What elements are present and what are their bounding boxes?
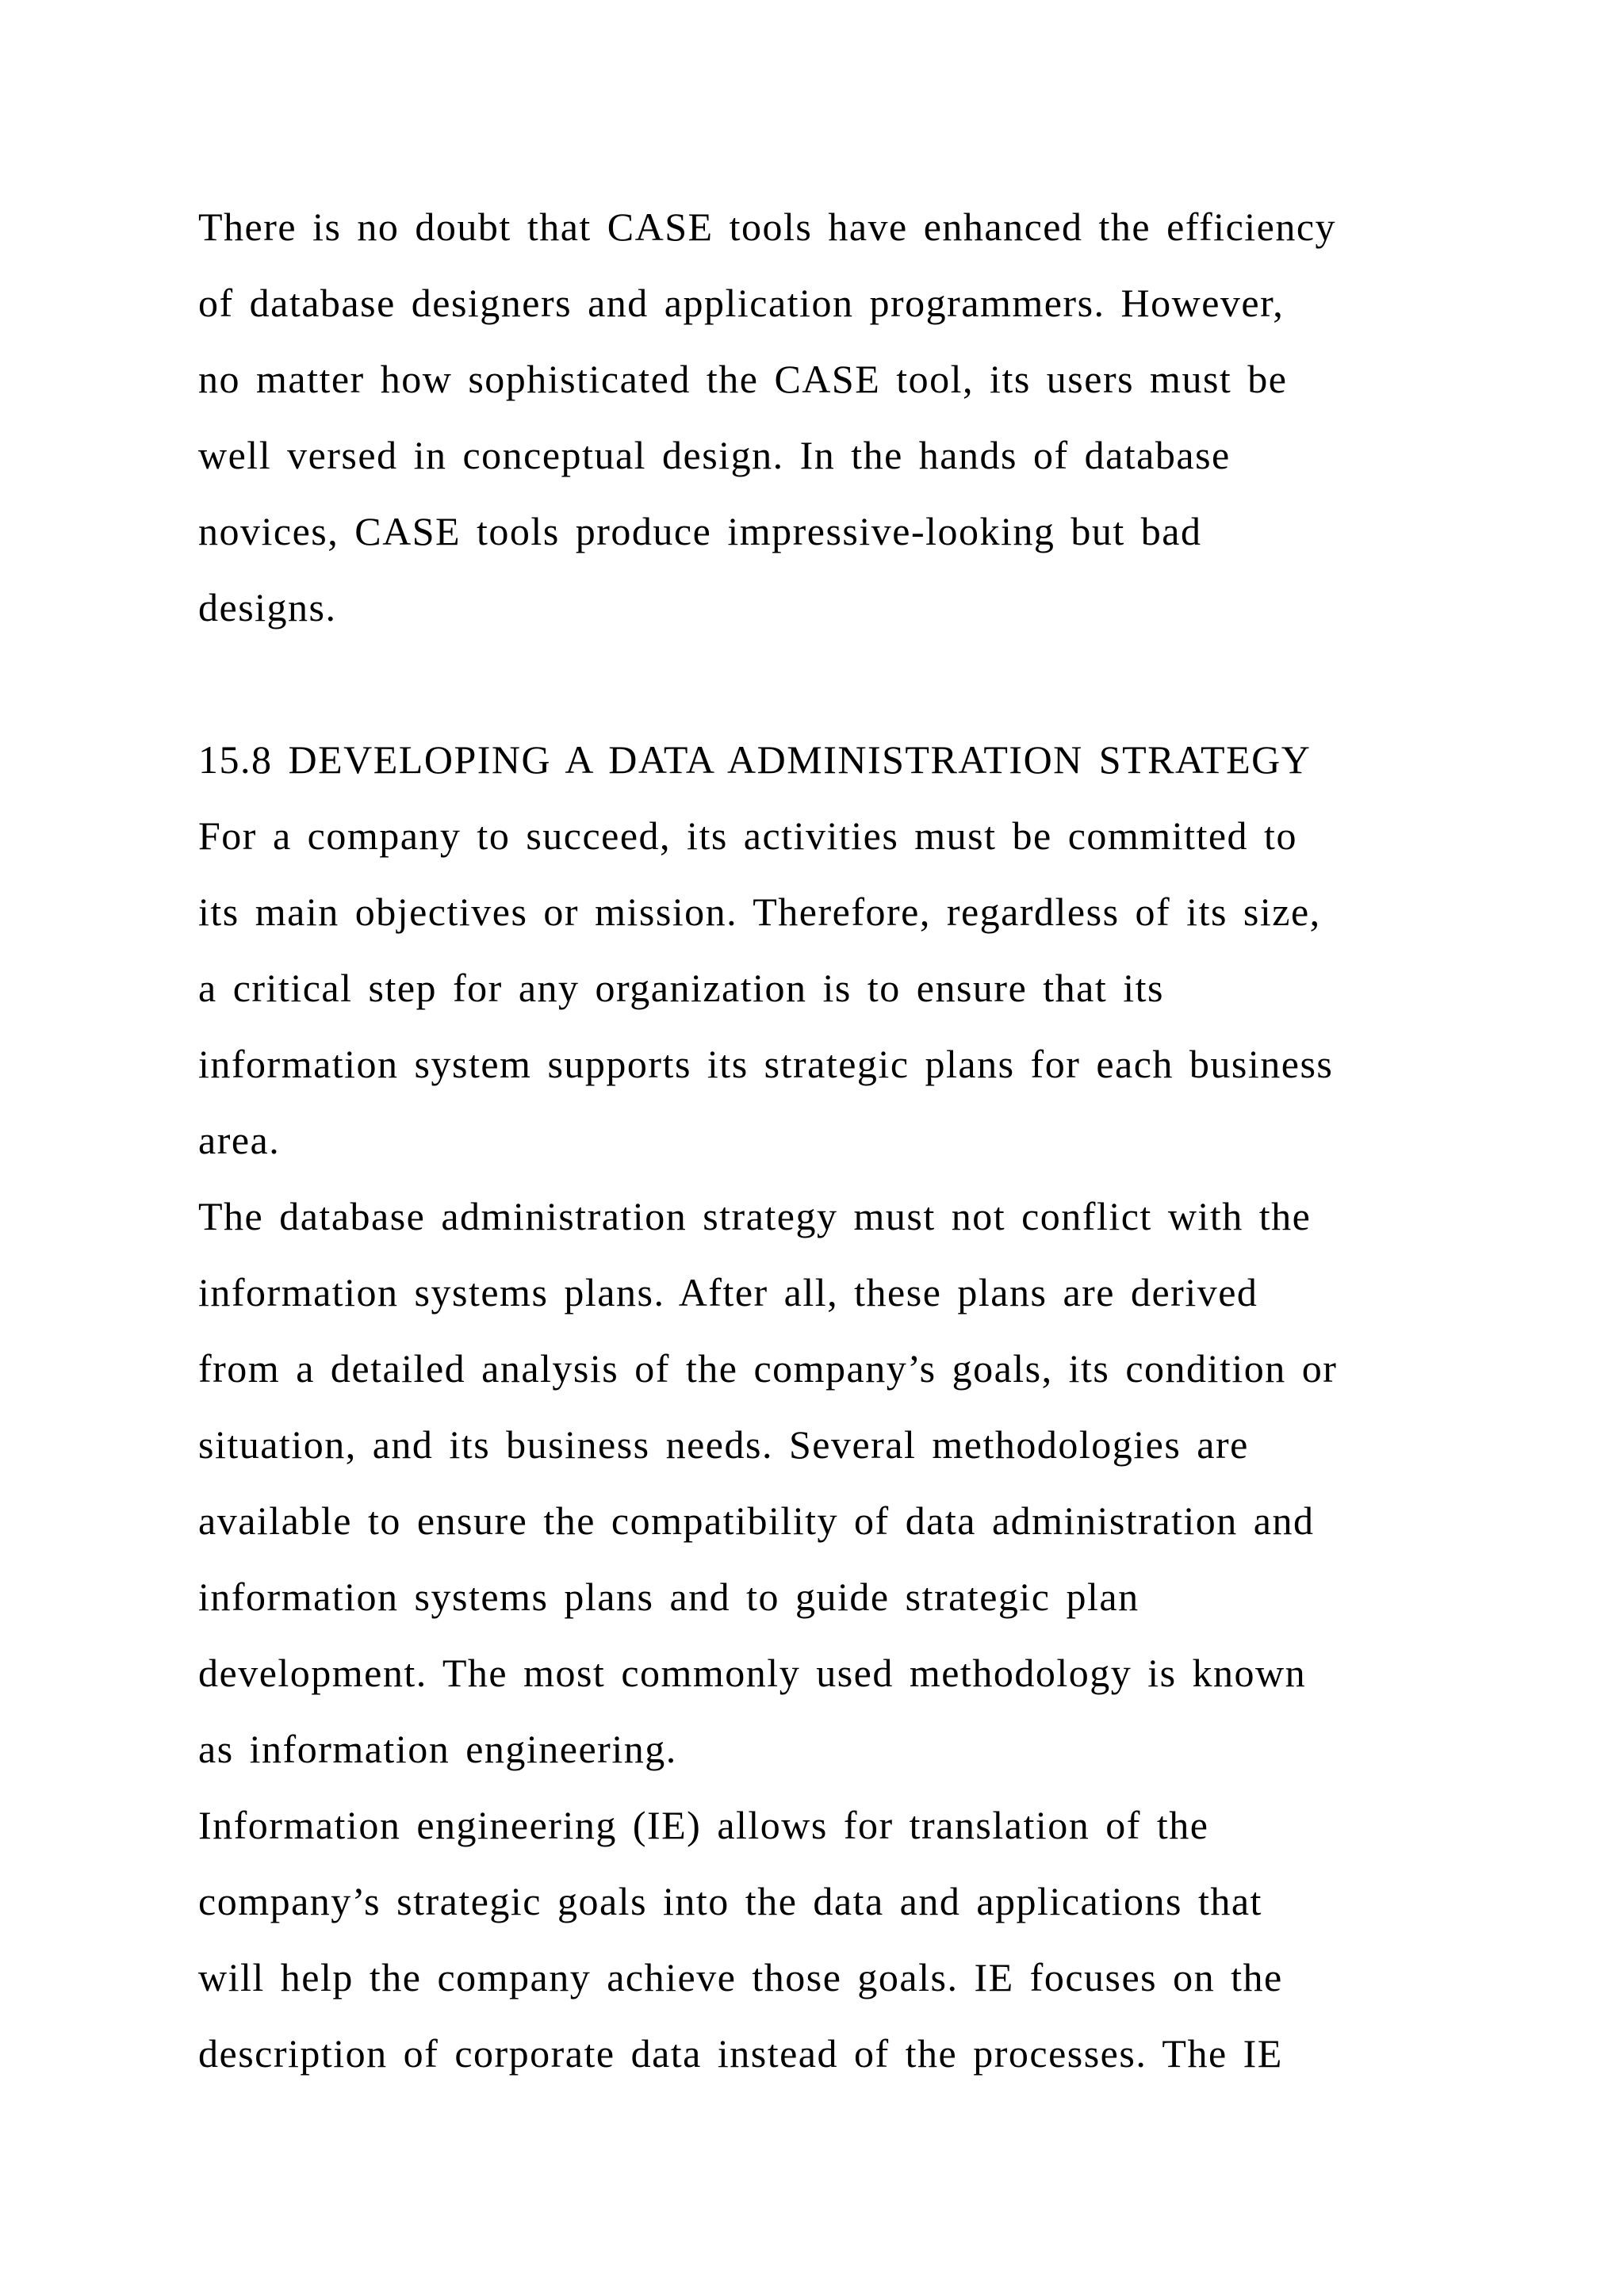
- text-line: no matter how sophisticated the CASE tool, its users must be: [198, 357, 1288, 401]
- text-line: description of corporate data instead of the processes. The IE: [198, 2031, 1283, 2076]
- text-line: The database administration strategy must not conflict with the: [198, 1194, 1312, 1238]
- text-line: novices, CASE tools produce impressive-looking but bad: [198, 509, 1202, 553]
- text-line: situation, and its business needs. Several methodologies are: [198, 1422, 1249, 1467]
- paragraph-information-engineering: [198, 1787, 1435, 2091]
- text-line: Information engineering (IE) allows for translation of the: [198, 1803, 1209, 1847]
- text-line: its main objectives or mission. Therefore, regardless of its size,: [198, 890, 1321, 934]
- text-line: as information engineering.: [198, 1727, 677, 1771]
- paragraph-company-objectives: [198, 798, 1435, 1178]
- body-text: [198, 189, 1435, 2091]
- paragraph-case-tools: [198, 189, 1435, 645]
- text-line: from a detailed analysis of the company’s goals, its condition or: [198, 1346, 1338, 1391]
- text-line: will help the company achieve those goals. IE focuses on the: [198, 1955, 1283, 1999]
- text-line: information systems plans. After all, these plans are derived: [198, 1270, 1258, 1314]
- text-line: development. The most commonly used methodology is known: [198, 1651, 1307, 1695]
- text-line: a critical step for any organization is to ensure that its: [198, 966, 1164, 1010]
- paragraph-spacer: [198, 645, 1435, 721]
- text-line: of database designers and application programmers. However,: [198, 281, 1285, 325]
- text-line: area.: [198, 1118, 281, 1162]
- text-line: There is no doubt that CASE tools have enhanced the efficiency: [198, 205, 1337, 249]
- text-line: information system supports its strategic plans for each business: [198, 1042, 1334, 1086]
- section-heading: 15.8 DEVELOPING A DATA ADMINISTRATION STRATEGY: [198, 737, 1312, 782]
- text-line: well versed in conceptual design. In the hands of database: [198, 433, 1231, 477]
- text-line: information systems plans and to guide strategic plan: [198, 1575, 1139, 1619]
- text-line: designs.: [198, 585, 337, 629]
- text-line: company’s strategic goals into the data and applications that: [198, 1879, 1262, 1923]
- text-line: For a company to succeed, its activities must be committed to: [198, 813, 1297, 858]
- text-line: available to ensure the compatibility of data administration and: [198, 1498, 1315, 1543]
- paragraph-administration-strategy: [198, 1178, 1435, 1787]
